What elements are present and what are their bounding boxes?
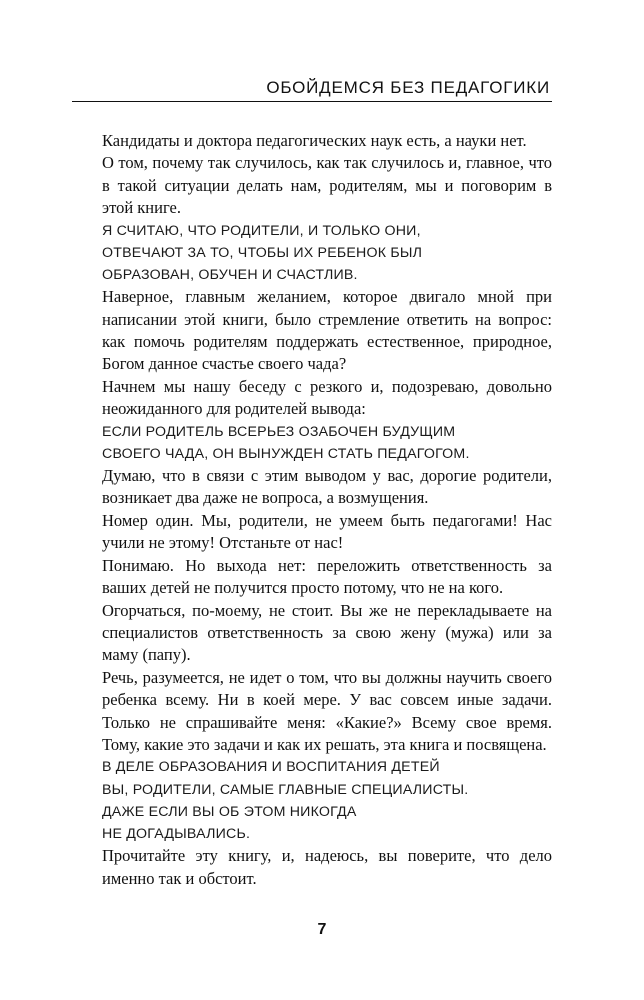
- paragraph: Огорчаться, по-моему, не стоит. Вы же не перекладываете на специалистов ответственность за свою жену (мужа) или за маму (папу).: [102, 600, 552, 665]
- caps-line: ВЫ, РОДИТЕЛИ, САМЫЕ ГЛАВНЫЕ СПЕЦИАЛИСТЫ.: [102, 781, 469, 798]
- paragraph: Думаю, что в связи с этим выводом у вас, дорогие родители, возникает два даже не вопроса, а возмущения.: [102, 466, 552, 508]
- paragraph: Кандидаты и доктора педагогических наук есть, а науки нет.: [102, 131, 527, 150]
- paragraph: Номер один. Мы, родители, не умеем быть педагогами! Нас учили не этому! Отстаньте от нас!: [102, 510, 552, 553]
- caps-line: ОБРАЗОВАН, ОБУЧЕН И СЧАСТЛИВ.: [102, 267, 358, 284]
- caps-line: ОТВЕЧАЮТ ЗА ТО, ЧТОБЫ ИХ РЕБЕНОК БЫЛ: [102, 244, 423, 261]
- paragraph: Понимаю. Но выхода нет: переложить ответственность за ваших детей не получится просто потому, что не на кого.: [102, 555, 552, 598]
- caps-line: СВОЕГО ЧАДА, ОН ВЫНУЖДЕН СТАТЬ ПЕДАГОГОМ.: [102, 445, 470, 462]
- caps-line: НЕ ДОГАДЫВАЛИСЬ.: [102, 825, 251, 842]
- caps-line: ЕСЛИ РОДИТЕЛЬ ВСЕРЬЕЗ ОЗАБОЧЕН БУДУЩИМ: [102, 423, 456, 440]
- caps-statement: [102, 421, 552, 465]
- body-text: [102, 130, 552, 890]
- caps-statement: [102, 220, 552, 287]
- paragraph: Наверное, главным желанием, которое двигало мной при написании этой книги, было стремление ответить на вопрос: как помочь родителям поддержать естественное, природное, Богом данное счастье своего чада?: [102, 287, 552, 374]
- caps-line: В ДЕЛЕ ОБРАЗОВАНИЯ И ВОСПИТАНИЯ ДЕТЕЙ: [102, 759, 440, 776]
- paragraph: Начнем мы нашу беседу с резкого и, подозреваю, довольно неожиданного для родителей вывода:: [102, 376, 552, 419]
- paragraph: Прочитайте эту книгу, и, надеюсь, вы поверите, что дело именно так и обстоит.: [102, 846, 552, 888]
- caps-line: Я СЧИТАЮ, ЧТО РОДИТЕЛИ, И ТОЛЬКО ОНИ,: [102, 222, 421, 239]
- page-number: 7: [317, 921, 327, 938]
- caps-line: ДАЖЕ ЕСЛИ ВЫ ОБ ЭТОМ НИКОГДА: [102, 803, 357, 820]
- paragraph: Речь, разумеется, не идет о том, что вы должны научить своего ребенка всему. Ни в коей мере. У вас совсем иные задачи. Только не спрашивайте меня: «Какие?» Всему свое время. Тому, какие это задачи и как их решать, эта книга и посвящена.: [102, 667, 552, 754]
- header-rule: [72, 101, 552, 102]
- caps-statement: [102, 756, 552, 845]
- paragraph: О том, почему так случилось, как так случилось и, главное, что в такой ситуации делать нам, родителям, мы и поговорим в этой книге.: [102, 153, 552, 218]
- running-title: ОБОЙДЕМСЯ БЕЗ ПЕДАГОГИКИ: [266, 78, 550, 97]
